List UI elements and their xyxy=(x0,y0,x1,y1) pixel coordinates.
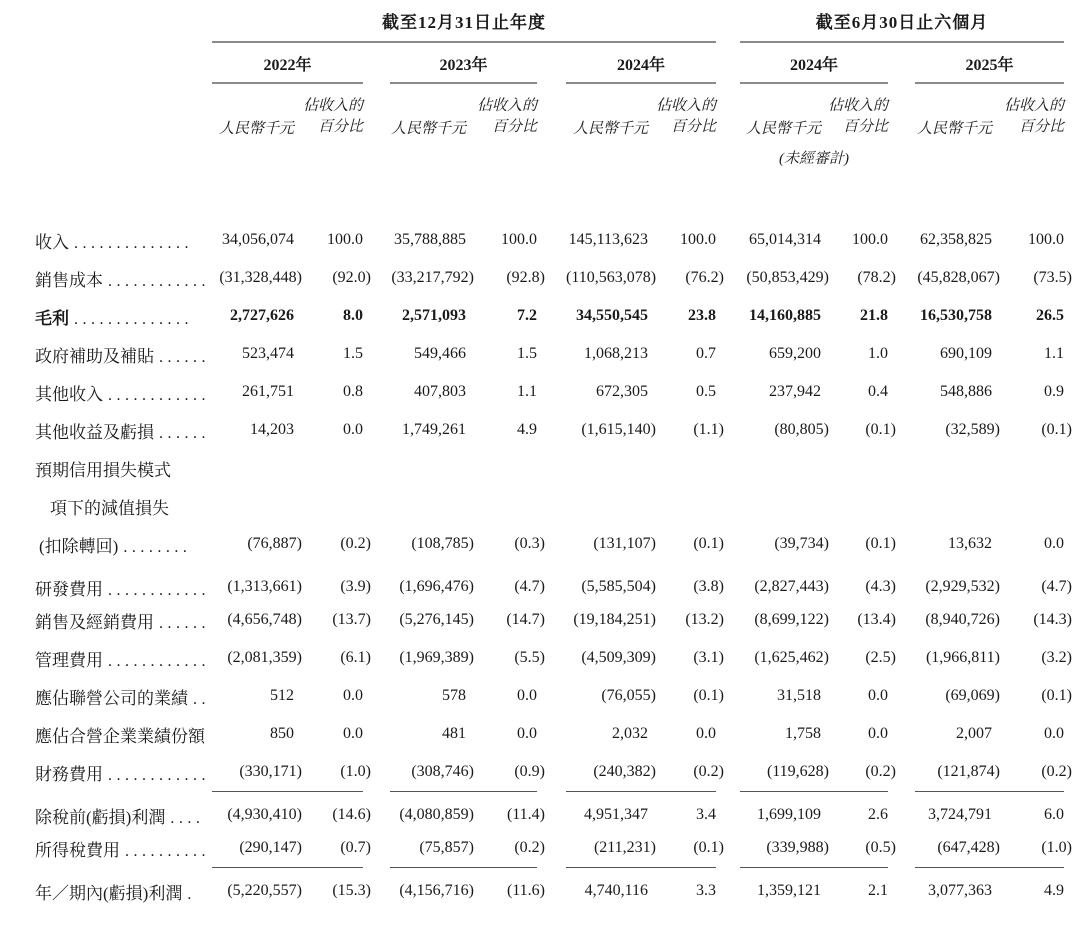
value-cell: (5,585,504) xyxy=(581,578,656,595)
value-cell: 1.0 xyxy=(868,345,888,362)
unaudited-note: (未經審計) xyxy=(779,151,849,167)
value-cell: 0.4 xyxy=(868,383,888,400)
value-cell: 6.0 xyxy=(1044,806,1064,824)
column-gap xyxy=(888,867,915,905)
value-cell: (13.4) xyxy=(857,611,896,628)
column-gap xyxy=(888,715,915,753)
year-header-2025-interim: 2025年 xyxy=(915,42,1064,83)
value-cell xyxy=(648,487,716,525)
value-cell: 100.0 xyxy=(852,231,888,248)
value-cell: (119,628) xyxy=(740,753,821,791)
column-gap xyxy=(716,297,740,335)
table-row xyxy=(35,335,1064,373)
value-cell: 0.7 xyxy=(696,345,716,362)
value-cell: (75,857) xyxy=(390,829,466,867)
header-spacer xyxy=(35,177,1064,221)
row-label: 研發費用 ............ xyxy=(35,579,210,599)
row-label: 政府補助及補貼 ...... xyxy=(35,346,210,366)
value-cell: (240,382) xyxy=(566,753,648,791)
value-cell: (50,853,429) xyxy=(746,269,829,286)
value-cell: 0.8 xyxy=(343,383,363,400)
value-cell: (0.1) xyxy=(693,687,724,704)
value-cell: (108,785) xyxy=(411,535,474,552)
value-cell: 850 xyxy=(270,725,294,742)
value-cell: (1,625,462) xyxy=(754,649,829,666)
amount-unit-header: 人民幣千元 xyxy=(390,121,466,137)
value-cell: (1.0) xyxy=(294,753,363,791)
value-cell: 34,056,074 xyxy=(222,231,294,248)
value-cell: (4,930,410) xyxy=(227,806,302,824)
column-gap xyxy=(888,297,915,335)
row-label: 其他收入 ............ xyxy=(35,384,210,404)
value-cell: 13,632 xyxy=(948,535,992,552)
value-cell: (0.7) xyxy=(294,829,363,867)
column-gap xyxy=(716,335,740,373)
value-cell: 4,951,347 xyxy=(584,806,648,824)
value-cell: 1.1 xyxy=(517,383,537,400)
amount-unit-header: 人民幣千元 xyxy=(745,121,821,137)
table-row xyxy=(35,525,1064,563)
column-gap xyxy=(537,487,566,525)
value-cell xyxy=(294,449,363,487)
value-cell: (211,231) xyxy=(566,829,648,867)
pct-of-revenue-header: 佔收入的 百分比 xyxy=(302,98,363,135)
value-cell: 0.0 xyxy=(517,725,537,742)
value-cell: (76.2) xyxy=(685,269,724,286)
column-gap xyxy=(716,373,740,411)
column-gap xyxy=(888,677,915,715)
value-cell: 1.5 xyxy=(343,345,363,362)
value-cell: 100.0 xyxy=(1028,231,1064,248)
value-cell: (2,929,532) xyxy=(925,578,1000,595)
table-row xyxy=(35,487,1064,525)
value-cell: 100.0 xyxy=(680,231,716,248)
value-cell: (31,328,448) xyxy=(219,269,302,286)
column-gap xyxy=(537,411,566,449)
value-cell: 0.0 xyxy=(868,687,888,704)
value-cell: (39,734) xyxy=(774,535,829,552)
column-gap xyxy=(537,373,566,411)
value-cell: (1,966,811) xyxy=(925,649,1000,666)
value-cell: (80,805) xyxy=(774,421,829,438)
value-cell: (3.8) xyxy=(693,578,724,595)
column-gap xyxy=(363,373,390,411)
value-cell: 237,942 xyxy=(769,383,821,400)
amount-unit-header: 人民幣千元 xyxy=(916,121,992,137)
value-cell: (5,220,557) xyxy=(227,882,302,900)
value-cell: 21.8 xyxy=(860,307,888,324)
value-cell: (4,509,309) xyxy=(581,649,656,666)
year-header-row xyxy=(35,42,1064,83)
value-cell: 0.0 xyxy=(517,687,537,704)
value-cell: 145,113,623 xyxy=(568,231,648,248)
column-gap xyxy=(363,677,390,715)
value-cell: 1,749,261 xyxy=(402,421,466,438)
value-cell: 34,550,545 xyxy=(576,307,648,324)
value-cell: (0.1) xyxy=(865,421,896,438)
value-cell: 16,530,758 xyxy=(920,307,992,324)
row-label: 銷售及經銷費用 ...... xyxy=(35,612,210,632)
value-cell: 261,751 xyxy=(242,383,294,400)
value-cell: (0.2) xyxy=(821,753,888,791)
value-cell: (339,988) xyxy=(740,829,821,867)
value-cell: 14,160,885 xyxy=(749,307,821,324)
value-cell xyxy=(992,487,1064,525)
value-cell xyxy=(466,487,537,525)
value-cell: (76,055) xyxy=(601,687,656,704)
value-cell: 2,727,626 xyxy=(230,307,294,324)
value-cell: 1,758 xyxy=(785,725,821,742)
column-gap xyxy=(363,487,390,525)
value-cell: 659,200 xyxy=(769,345,821,362)
value-cell: (2.5) xyxy=(865,649,896,666)
value-cell: (5,276,145) xyxy=(399,611,474,628)
value-cell xyxy=(740,487,821,525)
table-row xyxy=(35,221,1064,259)
row-label: (扣除轉回) ........ xyxy=(39,536,192,556)
pct-of-revenue-header: 佔收入的 百分比 xyxy=(827,98,888,135)
value-cell xyxy=(915,449,992,487)
value-cell: (92.8) xyxy=(506,269,545,286)
value-cell xyxy=(466,449,537,487)
value-cell: 1,699,109 xyxy=(757,806,821,824)
value-cell: (19,184,251) xyxy=(573,611,656,628)
column-gap xyxy=(537,221,566,259)
value-cell: (4,080,859) xyxy=(399,806,474,824)
value-cell: (3.9) xyxy=(340,578,371,595)
table-row xyxy=(35,373,1064,411)
value-cell: (1,969,389) xyxy=(399,649,474,666)
table-row xyxy=(35,867,1064,905)
table-row xyxy=(35,411,1064,449)
table-row xyxy=(35,259,1064,297)
column-gap xyxy=(716,791,740,829)
value-cell: (73.5) xyxy=(1033,269,1072,286)
value-cell xyxy=(390,487,466,525)
table-row xyxy=(35,297,1064,335)
value-cell: 2.1 xyxy=(868,882,888,900)
value-cell: 1,068,213 xyxy=(584,345,648,362)
column-gap xyxy=(888,487,915,525)
value-cell: (0.1) xyxy=(865,535,896,552)
value-cell: 690,109 xyxy=(940,345,992,362)
value-cell: 0.0 xyxy=(343,421,363,438)
value-cell: (0.2) xyxy=(340,535,371,552)
column-gap xyxy=(888,335,915,373)
value-cell xyxy=(212,449,294,487)
value-cell: (11.4) xyxy=(506,806,545,824)
value-cell: (647,428) xyxy=(915,829,992,867)
value-cell: 7.2 xyxy=(517,307,537,324)
unaudited-note-row xyxy=(35,140,1064,177)
row-label: 應佔聯營公司的業績 .. xyxy=(35,688,210,708)
value-cell: 2,007 xyxy=(956,725,992,742)
value-cell: (131,107) xyxy=(593,535,656,552)
value-cell: 0.0 xyxy=(343,725,363,742)
value-cell: 0.0 xyxy=(868,725,888,742)
value-cell: (3.2) xyxy=(1041,649,1072,666)
value-cell: 512 xyxy=(270,687,294,704)
value-cell: 672,305 xyxy=(596,383,648,400)
value-cell: 0.0 xyxy=(1044,725,1064,742)
row-label: 其他收益及虧損 ...... xyxy=(35,422,210,442)
value-cell: (33,217,792) xyxy=(391,269,474,286)
table-row xyxy=(35,715,1064,753)
column-gap xyxy=(537,677,566,715)
income-statement-table xyxy=(35,8,1072,905)
value-cell: (0.9) xyxy=(466,753,537,791)
value-cell: 481 xyxy=(442,725,466,742)
value-cell: 3,077,363 xyxy=(928,882,992,900)
period-group-header-row xyxy=(35,8,1064,42)
column-gap xyxy=(716,867,740,905)
row-label: 除稅前(虧損)利潤 .... xyxy=(35,807,205,827)
value-cell: (1.0) xyxy=(992,829,1064,867)
value-cell: (5.5) xyxy=(514,649,545,666)
column-gap xyxy=(363,297,390,335)
year-header-2024-interim: 2024年 xyxy=(740,42,888,83)
table-row xyxy=(35,753,1064,791)
value-cell: 0.5 xyxy=(696,383,716,400)
value-cell: 578 xyxy=(442,687,466,704)
table-row xyxy=(35,791,1064,829)
value-cell: (0.5) xyxy=(821,829,888,867)
interim-period-header: 截至6月30日止六個月 xyxy=(740,8,1064,42)
value-cell: (15.3) xyxy=(332,882,371,900)
column-gap xyxy=(537,715,566,753)
row-label: 所得稅費用 .......... xyxy=(35,840,210,860)
value-cell: (13.7) xyxy=(332,611,371,628)
column-gap xyxy=(888,449,915,487)
value-cell: 26.5 xyxy=(1036,307,1064,324)
value-cell: (0.2) xyxy=(466,829,537,867)
column-gap xyxy=(537,297,566,335)
table-row xyxy=(35,829,1064,867)
value-cell: 4,740,116 xyxy=(584,882,648,900)
value-cell: (0.1) xyxy=(693,535,724,552)
value-cell: 548,886 xyxy=(940,383,992,400)
value-cell: (6.1) xyxy=(340,649,371,666)
value-cell: 14,203 xyxy=(250,421,294,438)
column-gap xyxy=(888,373,915,411)
row-label: 應佔合營企業業績份額 xyxy=(35,726,205,746)
column-gap xyxy=(537,335,566,373)
value-cell: 523,474 xyxy=(242,345,294,362)
value-cell: 62,358,825 xyxy=(920,231,992,248)
value-cell: (1,313,661) xyxy=(227,578,302,595)
row-label: 財務費用 ............ xyxy=(35,764,210,784)
table-row xyxy=(35,601,1064,639)
column-subheader-row xyxy=(35,83,1064,140)
value-cell: (32,589) xyxy=(945,421,1000,438)
column-gap xyxy=(716,487,740,525)
pct-of-revenue-header: 佔收入的 百分比 xyxy=(655,98,716,135)
column-gap xyxy=(363,715,390,753)
value-cell: (0.1) xyxy=(648,829,716,867)
value-cell: (1,696,476) xyxy=(399,578,474,595)
value-cell: 3.3 xyxy=(696,882,716,900)
value-cell: 8.0 xyxy=(343,307,363,324)
column-gap xyxy=(888,221,915,259)
value-cell: 0.0 xyxy=(696,725,716,742)
amount-unit-header: 人民幣千元 xyxy=(572,121,648,137)
table-body xyxy=(35,221,1072,905)
value-cell: 100.0 xyxy=(327,231,363,248)
value-cell xyxy=(294,487,363,525)
value-cell xyxy=(915,487,992,525)
value-cell: 1.1 xyxy=(1044,345,1064,362)
value-cell: (14.7) xyxy=(506,611,545,628)
column-gap xyxy=(716,221,740,259)
value-cell: 2.6 xyxy=(868,806,888,824)
value-cell: 65,014,314 xyxy=(749,231,821,248)
value-cell xyxy=(390,449,466,487)
value-cell: (0.1) xyxy=(1041,687,1072,704)
value-cell: (78.2) xyxy=(857,269,896,286)
row-label: 銷售成本 ............ xyxy=(35,270,210,290)
table-row xyxy=(35,449,1064,487)
row-label: 毛利 .............. xyxy=(35,308,193,328)
value-cell: (0.1) xyxy=(1041,421,1072,438)
table-row xyxy=(35,563,1064,601)
value-cell: 549,466 xyxy=(414,345,466,362)
value-cell: 35,788,885 xyxy=(394,231,466,248)
value-cell: (0.3) xyxy=(514,535,545,552)
value-cell: (4.7) xyxy=(1041,578,1072,595)
value-cell: (110,563,078) xyxy=(566,269,657,286)
value-cell: (4.3) xyxy=(865,578,896,595)
column-gap xyxy=(888,791,915,829)
row-label: 年／期內(虧損)利潤 . xyxy=(35,883,196,903)
value-cell: 31,518 xyxy=(777,687,821,704)
column-gap xyxy=(363,411,390,449)
row-label: 項下的減值損失 xyxy=(50,498,169,518)
value-cell: (14.3) xyxy=(1033,611,1072,628)
annual-period-header: 截至12月31日止年度 xyxy=(212,8,716,42)
column-gap xyxy=(363,335,390,373)
value-cell: (8,699,122) xyxy=(754,611,829,628)
value-cell: (3.1) xyxy=(693,649,724,666)
value-cell: (1.1) xyxy=(693,421,724,438)
table-row xyxy=(35,639,1064,677)
column-gap xyxy=(363,221,390,259)
value-cell: 3.4 xyxy=(696,806,716,824)
value-cell: (4.7) xyxy=(514,578,545,595)
value-cell: (14.6) xyxy=(332,806,371,824)
value-cell: 100.0 xyxy=(501,231,537,248)
value-cell: 23.8 xyxy=(688,307,716,324)
value-cell: (76,887) xyxy=(247,535,302,552)
value-cell xyxy=(566,487,648,525)
value-cell: (13.2) xyxy=(685,611,724,628)
column-gap xyxy=(716,449,740,487)
value-cell: 0.0 xyxy=(343,687,363,704)
row-label: 收入 .............. xyxy=(35,232,193,252)
pct-of-revenue-header: 佔收入的 百分比 xyxy=(476,98,537,135)
value-cell: (1,615,140) xyxy=(581,421,656,438)
column-gap xyxy=(363,449,390,487)
value-cell xyxy=(821,487,888,525)
row-label: 預期信用損失模式 xyxy=(35,460,171,480)
value-cell: (290,147) xyxy=(212,829,294,867)
value-cell: (92.0) xyxy=(332,269,371,286)
value-cell: 3,724,791 xyxy=(928,806,992,824)
value-cell: (0.2) xyxy=(992,753,1064,791)
table-row xyxy=(35,677,1064,715)
value-cell: (11.6) xyxy=(506,882,545,900)
value-cell xyxy=(648,449,716,487)
value-cell: 4.9 xyxy=(517,421,537,438)
value-cell: (45,828,067) xyxy=(917,269,1000,286)
value-cell: (69,069) xyxy=(945,687,1000,704)
value-cell: (0.2) xyxy=(648,753,716,791)
value-cell xyxy=(212,487,294,525)
value-cell: 1,359,121 xyxy=(757,882,821,900)
column-gap xyxy=(537,449,566,487)
value-cell: (2,827,443) xyxy=(754,578,829,595)
value-cell: (330,171) xyxy=(212,753,294,791)
value-cell: 2,032 xyxy=(612,725,648,742)
value-cell: (121,874) xyxy=(915,753,992,791)
year-header-2023: 2023年 xyxy=(390,42,537,83)
amount-unit-header: 人民幣千元 xyxy=(218,121,294,137)
value-cell: 4.9 xyxy=(1044,882,1064,900)
value-cell xyxy=(566,449,648,487)
value-cell: (4,156,716) xyxy=(399,882,474,900)
value-cell: 2,571,093 xyxy=(402,307,466,324)
value-cell: 1.5 xyxy=(517,345,537,362)
value-cell: 0.0 xyxy=(1044,535,1064,552)
value-cell: (8,940,726) xyxy=(925,611,1000,628)
value-cell: (4,656,748) xyxy=(227,611,302,628)
column-gap xyxy=(716,715,740,753)
year-header-2022: 2022年 xyxy=(212,42,363,83)
year-header-2024: 2024年 xyxy=(566,42,716,83)
value-cell: 407,803 xyxy=(414,383,466,400)
value-cell xyxy=(821,449,888,487)
value-cell xyxy=(992,449,1064,487)
value-cell xyxy=(740,449,821,487)
value-cell: 0.9 xyxy=(1044,383,1064,400)
pct-of-revenue-header: 佔收入的 百分比 xyxy=(1003,98,1064,135)
row-label: 管理費用 ............ xyxy=(35,650,210,670)
value-cell: (308,746) xyxy=(390,753,466,791)
value-cell: (2,081,359) xyxy=(227,649,302,666)
